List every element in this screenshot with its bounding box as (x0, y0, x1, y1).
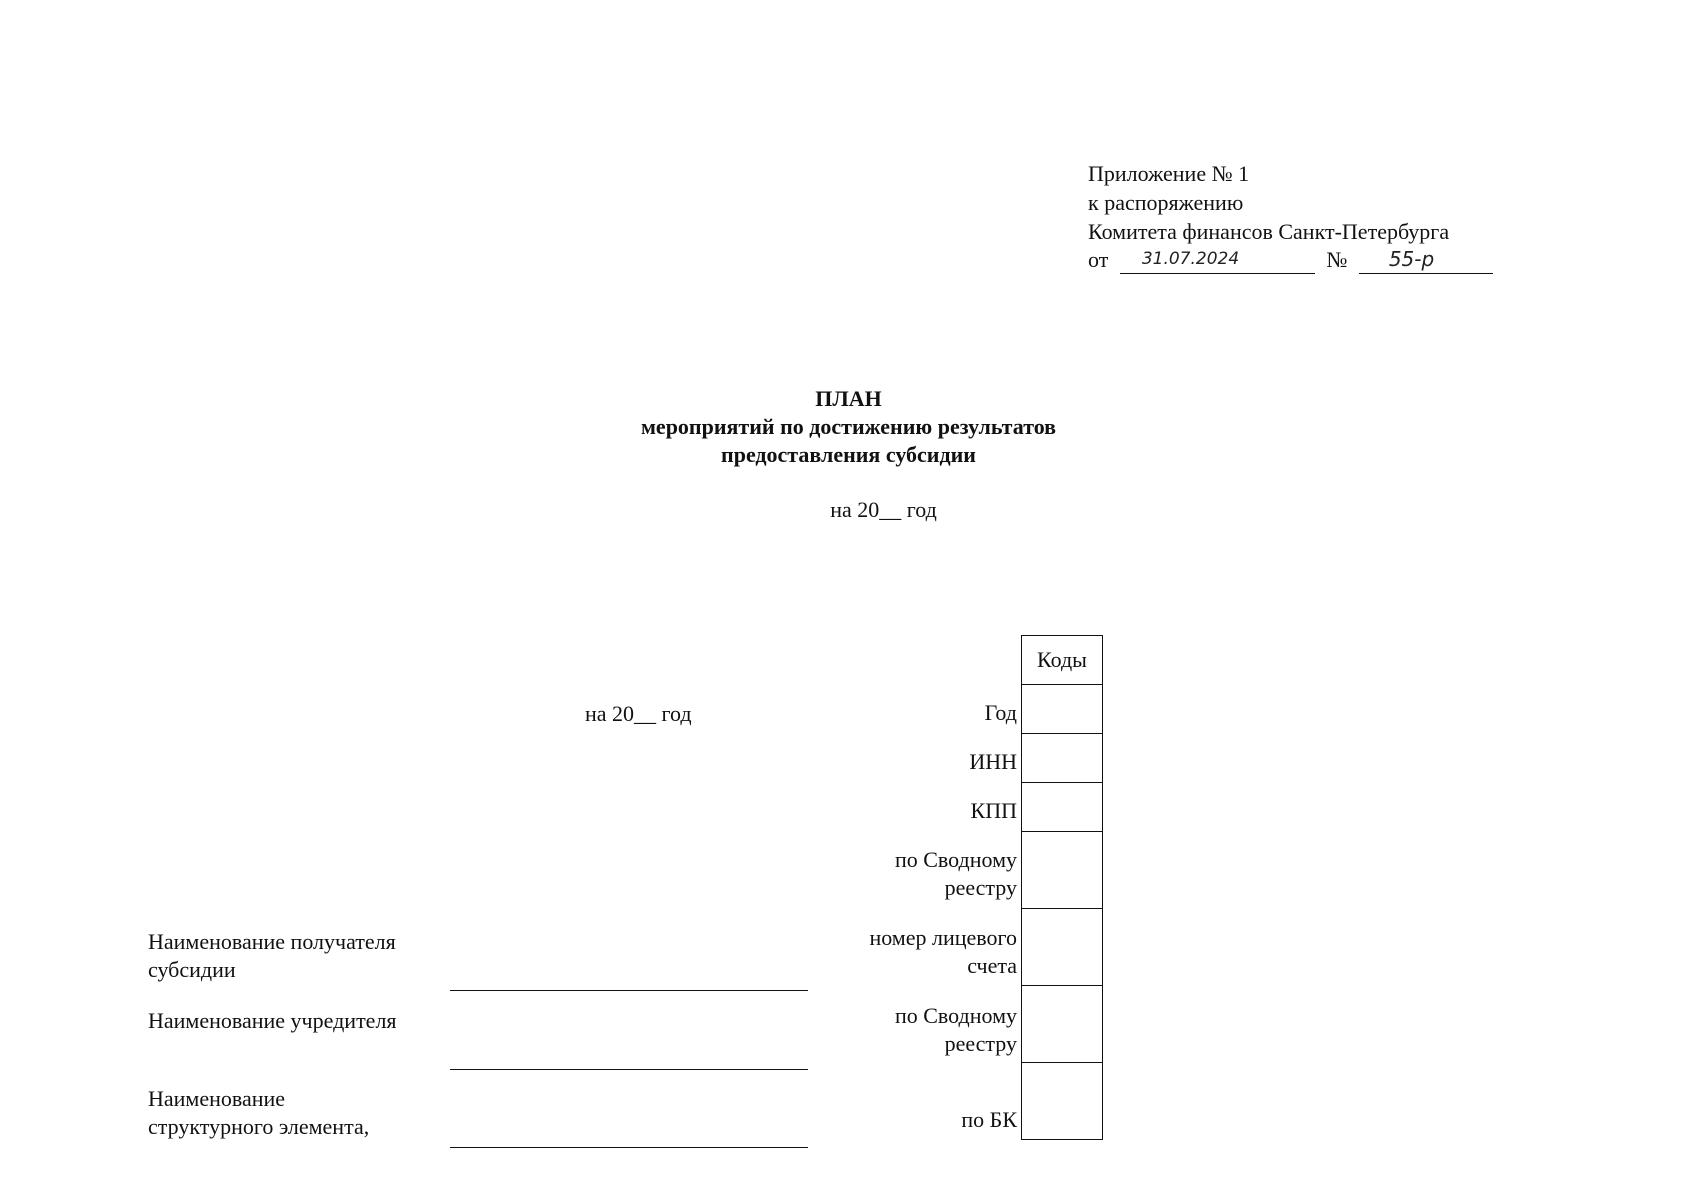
code-cell-registry-1 (1022, 832, 1103, 909)
appendix-line-1: Приложение № 1 (1088, 161, 1250, 186)
handwritten-number: 55-р (1388, 247, 1435, 271)
date-field (1120, 251, 1315, 274)
title-line-3: предоставления субсидии (721, 442, 976, 467)
label-account-line-1: номер лицевого (869, 925, 1017, 950)
number-field (1359, 247, 1493, 274)
codes-header: Коды (1022, 636, 1103, 685)
label-registry-1-line-1: по Сводному (894, 847, 1017, 872)
founder-fill-line (450, 1069, 808, 1070)
label-bk: по БК (961, 1107, 1017, 1132)
document-title (0, 385, 1697, 469)
code-cell-kpp (1022, 783, 1103, 832)
appendix-line-2: к распоряжению (1088, 190, 1244, 215)
title-main: ПЛАН (815, 386, 882, 411)
appendix-line-3: Комитета финансов Санкт-Петербурга (1088, 219, 1450, 244)
label-kpp: КПП (970, 798, 1017, 823)
code-cell-registry-2 (1022, 986, 1103, 1063)
struct-label-line-1: Наименование (148, 1086, 286, 1111)
from-label: от (1088, 247, 1109, 272)
label-account-line-2: счета (967, 953, 1017, 978)
code-cell-bk (1022, 1063, 1103, 1140)
code-cell-inn (1022, 734, 1103, 783)
recipient-label (148, 928, 396, 984)
number-label: № (1326, 247, 1348, 272)
struct-label-line-2: структурного элемента, (148, 1114, 370, 1139)
code-cell-year (1022, 685, 1103, 734)
struct-label (148, 1085, 369, 1141)
struct-fill-line (450, 1147, 808, 1148)
recipient-label-line-2: субсидии (148, 957, 236, 982)
recipient-label-line-1: Наименование получателя (148, 929, 396, 954)
label-account (869, 924, 1017, 980)
codes-table (1021, 635, 1103, 1140)
label-registry-1-line-2: реестру (944, 875, 1017, 900)
label-registry-2 (895, 1002, 1017, 1058)
label-registry-2-line-2: реестру (944, 1031, 1017, 1056)
label-registry-1 (895, 846, 1017, 902)
recipient-fill-line (450, 990, 808, 991)
label-registry-2-line-1: по Сводному (894, 1003, 1017, 1028)
appendix-date-row (1088, 246, 1493, 274)
label-year: Год (984, 700, 1017, 725)
code-cell-account (1022, 909, 1103, 986)
handwritten-date: 31.07.2024 (1141, 249, 1240, 269)
year-line-top: на 20__ год (830, 497, 937, 522)
founder-label: Наименование учредителя (148, 1008, 397, 1033)
year-line-left: на 20__ год (585, 701, 692, 726)
label-inn: ИНН (969, 749, 1017, 774)
title-line-2: мероприятий по достижению результатов (640, 414, 1057, 439)
